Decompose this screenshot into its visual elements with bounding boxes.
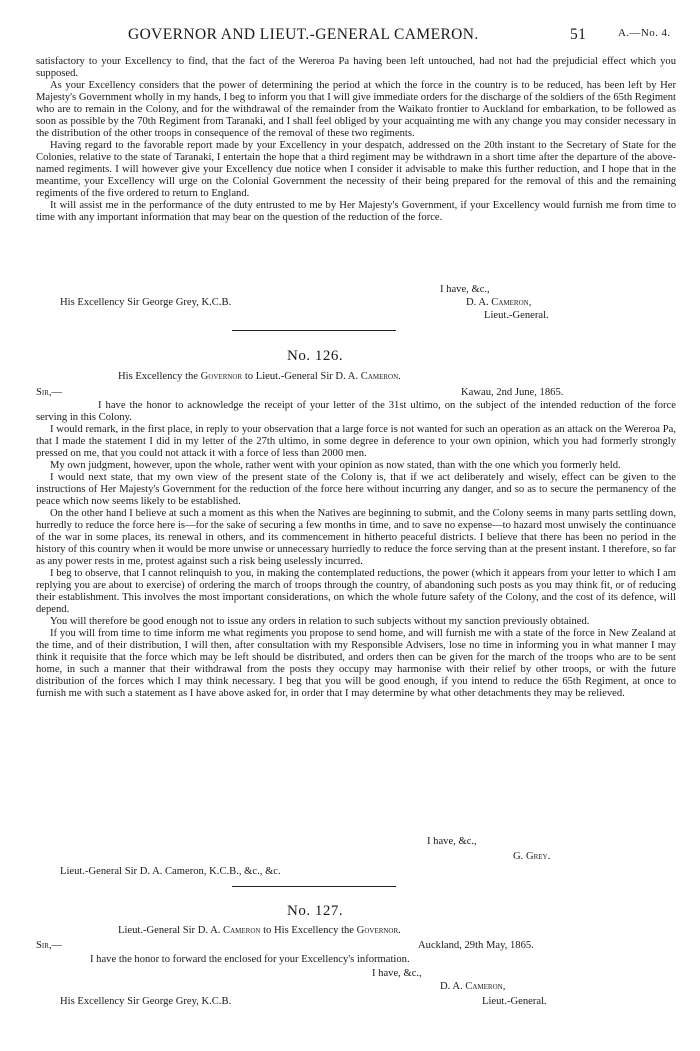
document-number: No. 127. (287, 903, 344, 919)
closing: I have, &c., (427, 836, 477, 847)
document-number: No. 126. (287, 348, 344, 364)
letter-heading: Lieut.-General Sir D. A. Cameron to His Excellency the Governor. (118, 925, 401, 936)
separator-rule (232, 330, 396, 331)
paragraph: I would next state, that my own view of the present state of the Colony is, that if we act deliberately and wisely, effect can be given to the instructions of Her Majesty's Government for the reduction of the force here without incurring any danger, and so as to secure the permanency of the peace which now seems likely to be established. (36, 472, 676, 507)
paragraph: satisfactory to your Excellency to find, that the fact of the Wereroa Pa having been left untouched, had not had the prejudicial effect which you supposed. (36, 56, 676, 79)
running-title: GOVERNOR AND LIEUT.-GENERAL CAMERON. (128, 26, 479, 43)
signature: D. A. Cameron, (466, 297, 532, 308)
place-date: Auckland, 29th May, 1865. (418, 940, 534, 951)
addressee: His Excellency Sir George Grey, K.C.B. (60, 996, 232, 1007)
addressee: Lieut.-General Sir D. A. Cameron, K.C.B., &c., &c. (60, 866, 281, 877)
signature: G. Grey. (513, 851, 551, 862)
signature-title: Lieut.-General. (484, 310, 549, 321)
paragraph: As your Excellency considers that the power of determining the period at which the force in the country is to be reduced, has been left by Her Majesty's Government wholly in my hands, I beg to inform you that I will give immediate orders for the discharge of the soldiers of the 65th Regiment who are to remain in the Colony, and for the withdrawal of the remainder from the Waikato frontier to Auckland for embarkation, to be followed as soon as possible by the 70th Regiment from Taranaki, and I shall feel obliged by your acquainting me with any change you may consider necessary in the distribution of the other troops in consequence of the removal of these two regiments. (36, 80, 676, 139)
paragraph: My own judgment, however, upon the whole, rather went with your opinion as now stated, than with the one which you formerly held. (50, 460, 621, 471)
signature-title: Lieut.-General. (482, 996, 547, 1007)
paragraph: If you will from time to time inform me what regiments you propose to send home, and will furnish me with a state of the force in New Zealand at the time, and of their distribution, I will then, after consultation with my Responsible Advisers, lose no time in informing you in what manner I may think it requisite that the force which may be left should be distributed, and orders then can be given for the march of the troops who are to be sent home, in such a manner that their withdrawal from the posts they occupy may harmonise with their relief by other troops, or with the future distribution of the forces which I may think necessary. I beg that you will be good enough, if you intend to reduce the 65th Regiment, at once to furnish me with such a statement as I have above asked for, in order that I may determine by what other detachments they may be relieved. (36, 628, 676, 699)
addressee: His Excellency Sir George Grey, K.C.B. (60, 297, 232, 308)
paragraph: It will assist me in the performance of the duty entrusted to me by Her Majesty's Government, if your Excellency would furnish me from time to time with any important information that may bear on the question of the reduction of the force. (36, 200, 676, 223)
paragraph: I would remark, in the first place, in reply to your observation that a large force is not wanted for such an operation as an attack on the Wereroa Pa, that I made the statement I did in my letter of the 27th ultimo, in some degree in deference to your own opinion, which you had formerly strongly pressed on me, that you could not attack it with a force of less than 2000 men. (36, 424, 676, 459)
paragraph: I have the honor to acknowledge the receipt of your letter of the 31st ultimo, on the subject of the intended reduction of the force serving in this Colony. (36, 400, 676, 423)
paper-reference: A.—No. 4. (618, 27, 671, 39)
letter-1-body (36, 56, 676, 224)
paragraph: I have the honor to forward the enclosed for your Excellency's information. (90, 954, 410, 965)
salutation: Sir,— (36, 387, 63, 398)
salutation: Sir,— (36, 940, 63, 951)
paragraph: I beg to observe, that I cannot relinquish to you, in making the contemplated reductions, the power (which it appears from your letter to which I am replying you are about to exercise) of ordering the march of troops through the country, of abandoning such posts as you may think fit, or of reducing their establishment. This involves the most important considerations, on which the whole future safety of the Colony, and the cost of its defence, will depend. (36, 568, 676, 615)
page-number: 51 (570, 26, 587, 43)
separator-rule (232, 886, 396, 887)
place-date: Kawau, 2nd June, 1865. (461, 387, 564, 398)
paragraph: On the other hand I believe at such a moment as this when the Natives are beginning to submit, and the Colony seems in many parts settling down, hurredly to reduce the force here is—for the sake of securing a few months in time, and to save no expense—to hazard most unwisely the continuance of the war in some places, its renewal in others, and its commencement in hitherto peaceful districts. I believe that there has been no period in the history of this country when it would be more unwise or unnecessary hurriedly to reduce the force serving than at the present instant. I therefore, so far as any power rests in me, protest against such a risk being uselessly incurred. (36, 508, 676, 567)
running-head (36, 26, 676, 46)
closing: I have, &c., (440, 284, 490, 295)
signature: D. A. Cameron, (440, 981, 506, 992)
closing: I have, &c., (372, 968, 422, 979)
letter-2-body (36, 400, 676, 700)
paragraph: You will therefore be good enough not to issue any orders in relation to such subjects without my sanction previously obtained. (50, 616, 590, 627)
letter-heading: His Excellency the Governor to Lieut.-General Sir D. A. Cameron. (118, 371, 401, 382)
paragraph: Having regard to the favorable report made by your Excellency in your despatch, addressed on the 20th instant to the Secretary of State for the Colonies, relative to the state of Taranaki, I entertain the hope that a third regiment may be withdrawn in a short time after the departure of the above-named regiments. I will however give your Excellency due notice when I consider it advisable to make this further reduction, and I hope that in the meantime, your Excellency will urge on the Colonial Government the necessity of their being prepared for the removal of this and the remaining regiments of the five ordered to return to England. (36, 140, 676, 199)
